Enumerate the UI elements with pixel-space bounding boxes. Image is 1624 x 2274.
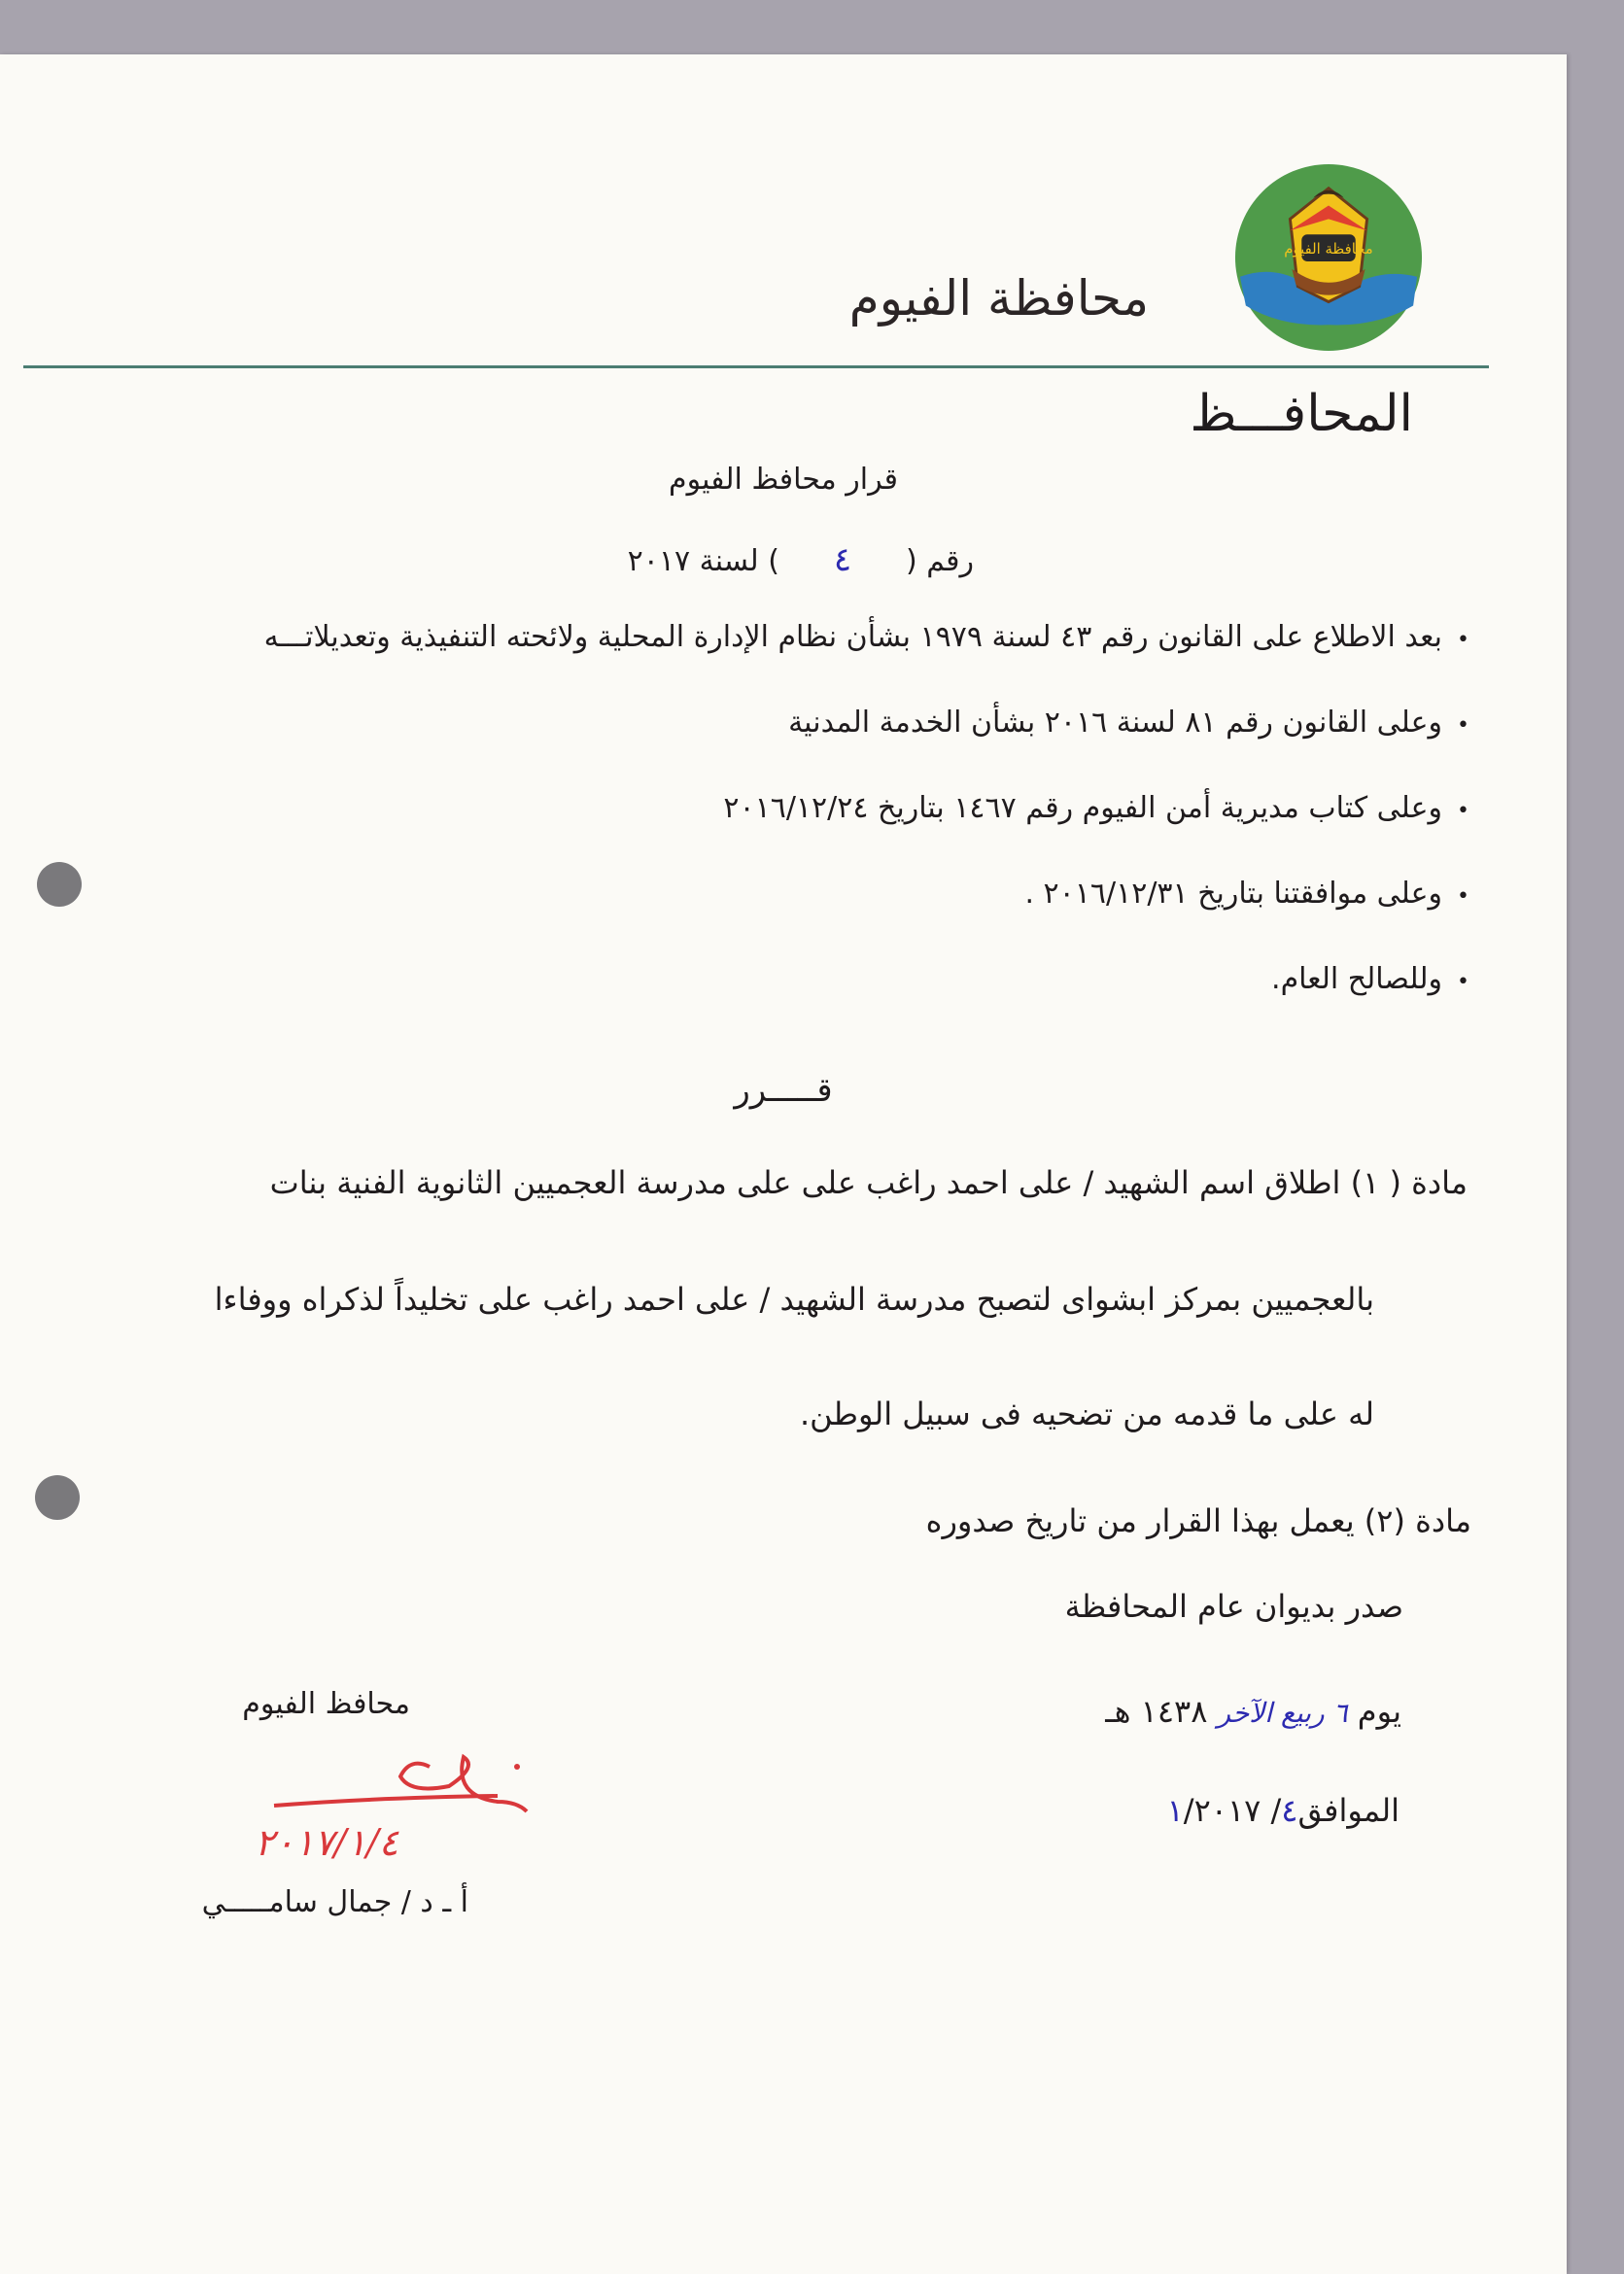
article-1-line-1: مادة ( ١) اطلاق اسم الشهيد / على احمد راغب على على مدرسة العجميين الثانوية الفنية بنات: [269, 1164, 1468, 1201]
greg-day-handwritten: ٤: [1281, 1792, 1298, 1829]
clause-item: •وعلى القانون رقم ٨١ لسنة ٢٠١٦ بشأن الخدمة المدنية: [788, 706, 1469, 740]
clause-item: •وعلى موافقتنا بتاريخ ٢٠١٦/١٢/٣١ .: [1024, 877, 1469, 911]
punch-hole: [35, 1475, 80, 1520]
punch-hole: [37, 862, 82, 907]
hijri-handwritten: ٦ ربيع الآخر: [1217, 1697, 1348, 1729]
signatory-title: محافظ الفيوم: [242, 1687, 410, 1721]
gregorian-date: الموافق٤/ ١/٢٠١٧: [1166, 1792, 1399, 1829]
clause-item: •بعد الاطلاع على القانون رقم ٤٣ لسنة ١٩٧٩ بشأن نظام الإدارة المحلية ولائحته التنفيذية وتعديلاتـــه: [263, 620, 1469, 654]
issued-place: صدر بديوان عام المحافظة: [1064, 1588, 1403, 1625]
clause-item: •وللصالح العام.: [1271, 962, 1469, 996]
article-2: مادة (٢) يعمل بهذا القرار من تاريخ صدوره: [925, 1502, 1471, 1539]
greg-month-handwritten: ١: [1166, 1792, 1184, 1829]
bullet-icon: •: [1457, 799, 1469, 823]
article-1-line-2: بالعجميين بمركز ابشواى لتصبح مدرسة الشهيد / على احمد راغب على تخليداً لذكراه ووفاءا: [214, 1281, 1374, 1318]
decree-title: قرار محافظ الفيوم: [669, 463, 898, 497]
clause-item: •وعلى كتاب مديرية أمن الفيوم رقم ١٤٦٧ بتاريخ ٢٠١٦/١٢/٢٤: [723, 791, 1469, 825]
bullet-icon: •: [1457, 628, 1469, 652]
resolved-heading: قـــــرر: [734, 1071, 833, 1110]
governorate-title: محافظة الفيوم: [848, 270, 1149, 327]
number-handwritten: ٤: [833, 540, 852, 579]
emblem-caption: محافظة الفيوم: [1284, 240, 1373, 258]
year-label: لسنة ٢٠١٧: [627, 544, 759, 578]
bullet-icon: •: [1457, 713, 1469, 738]
article-1-line-3: له على ما قدمه من تضحيه فى سبيل الوطن.: [799, 1395, 1374, 1432]
preamble-clauses: [89, 620, 1469, 1048]
signatory-name: أ ـ د / جمال سامـــــي: [201, 1885, 468, 1919]
signature-date: ٢٠١٧/١/٤: [255, 1821, 399, 1864]
header-divider: [23, 365, 1489, 368]
bullet-icon: •: [1457, 970, 1469, 994]
document-page: [0, 54, 1567, 2274]
governorate-emblem: [1232, 161, 1425, 354]
office-title: المحافـــظ: [1190, 385, 1413, 443]
number-label: رقم: [926, 544, 974, 578]
decree-number: رقم (٤) لسنة ٢٠١٧: [627, 540, 974, 579]
hijri-date: يوم ٦ ربيع الآخر ١٤٣٨ هـ: [1105, 1693, 1401, 1730]
bullet-icon: •: [1457, 884, 1469, 909]
